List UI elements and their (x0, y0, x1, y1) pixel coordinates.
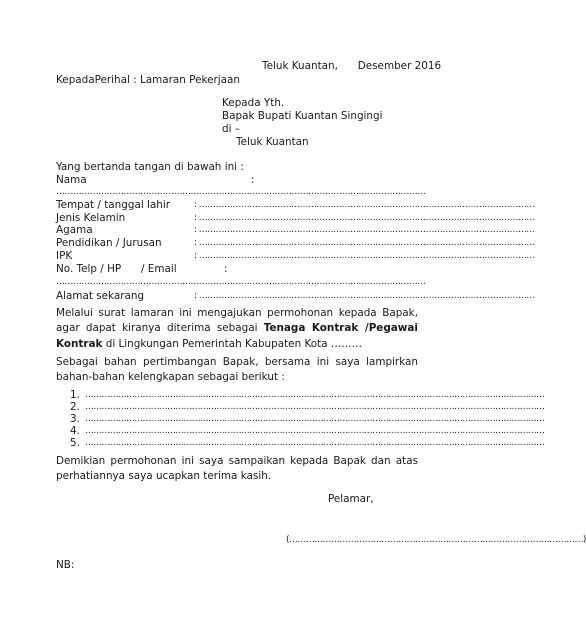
list-item-dots: …………………………………………………………………………………………………………………………………………………… (85, 414, 545, 424)
field-pendidikan-label: Pendidikan / Jurusan (56, 237, 162, 249)
list-item-number: 4. (70, 425, 80, 437)
field-agama-label: Agama (56, 224, 93, 236)
signature-line: (……………………………………………………………………………………………) (286, 535, 586, 545)
field-nama-colon: : (251, 174, 255, 186)
place-date: Teluk Kuantan, Desember 2016 (262, 60, 442, 72)
list-item-number: 1. (70, 389, 80, 401)
field-jk-label: Jenis Kelamin (56, 212, 126, 224)
paragraph-attachments: Sebagai bahan pertimbangan Bapak, bersama ini saya lampirkan bahan-bahan kelengkapan sebagai berikut : (56, 356, 418, 384)
paragraph-application (56, 306, 418, 352)
nb-label: NB: (56, 559, 75, 571)
field-telp-label: No. Telp / HP (56, 263, 122, 275)
position-title: Tenaga Kontrak /Pegawai Kontrak (56, 322, 418, 350)
paragraph-closing: Demikian permohonan ini saya sampaikan kepada Bapak dan atas perhatiannya saya ucapkan terima kasih. (56, 455, 418, 483)
list-item-dots: …………………………………………………………………………………………………………………………………………………… (85, 390, 545, 400)
list-item-dots: …………………………………………………………………………………………………………………………………………………… (85, 402, 545, 412)
recipient-line-3: di – (222, 123, 240, 135)
field-ipk-value: : ………………………………………………………………………………………………………… (194, 251, 535, 261)
field-alamat-label: Alamat sekarang (56, 290, 145, 302)
field-nama-label: Nama (56, 174, 87, 186)
field-telp-dots: …………………………………………………………………………………………………………………… (56, 277, 426, 287)
field-ttl-label: Tempat / tanggal lahir (56, 199, 171, 211)
field-email-label: / Email (141, 263, 177, 275)
field-pendidikan-value: : ………………………………………………………………………………………………………… (194, 238, 535, 248)
recipient-line-4: Teluk Kuantan (236, 136, 309, 148)
recipient-line-2: Bapak Bupati Kuantan Singingi (222, 110, 383, 122)
list-item-dots: …………………………………………………………………………………………………………………………………………………… (85, 426, 545, 436)
recipient-line-1: Kepada Yth. (222, 97, 285, 109)
field-ipk-label: IPK (56, 250, 73, 262)
list-item-number: 5. (70, 437, 80, 449)
intro-text: Yang bertanda tangan di bawah ini : (56, 161, 244, 173)
list-item-number: 2. (70, 401, 80, 413)
field-telp-colon: : (224, 263, 228, 275)
paragraph-application-end: di Lingkungan Pemerintah Kabupaten Kota ……… (102, 337, 363, 350)
list-item-number: 3. (70, 413, 80, 425)
field-alamat-value: : ………………………………………………………………………………………………………… (194, 291, 535, 301)
field-nama-dots: …………………………………………………………………………………………………………………… (56, 187, 426, 197)
list-item-dots: …………………………………………………………………………………………………………………………………………………… (85, 438, 545, 448)
paragraph-application-start: Melalui surat lamaran ini mengajukan permohonan kepada Bapak, agar dapat kiranya diterima sebagai (56, 307, 418, 335)
pelamar-label: Pelamar, (328, 493, 374, 505)
field-agama-value: : ………………………………………………………………………………………………………… (194, 225, 535, 235)
field-jk-value: : ………………………………………………………………………………………………………… (194, 213, 535, 223)
field-ttl-value: : ………………………………………………………………………………………………………… (194, 200, 535, 210)
subject-line: KepadaPerihal : Lamaran Pekerjaan (56, 74, 240, 86)
